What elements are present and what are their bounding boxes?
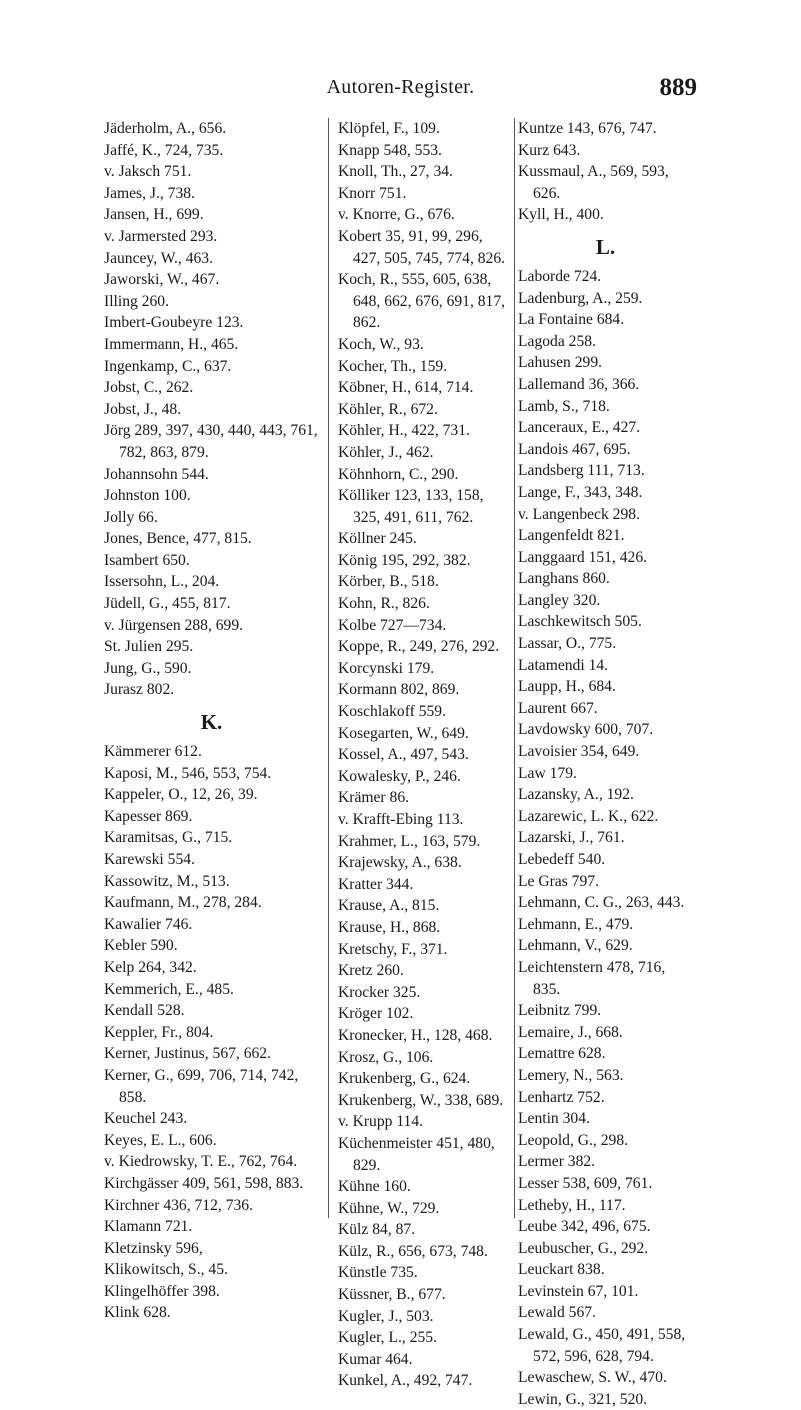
index-entry: Karamitsas, G., 715. [104,829,233,847]
index-entry: Langhans 860. [518,570,610,588]
index-entry: Knorr 751. [338,184,407,202]
index-entry: Külz 84, 87. [338,1221,416,1239]
index-entry: Küssner, B., 677. [338,1286,446,1304]
index-entry: Kunkel, A., 492, 747. [338,1372,473,1390]
index-entry: Lazarski, J., 761. [518,829,625,847]
page-header [0,74,801,104]
index-entry: Le Gras 797. [518,872,599,890]
index-entry: Kröger 102. [338,1005,414,1023]
index-entry: Kapesser 869. [104,807,193,825]
index-entry: Leopold, G., 298. [518,1131,629,1149]
index-entry: Krahmer, L., 163, 579. [338,832,481,850]
index-entry: Kossel, A., 497, 543. [338,746,469,764]
index-entry: Kyll, H., 400. [518,206,604,224]
index-entry: Krosz, G., 106. [338,1048,434,1066]
index-entry: Jäderholm, A., 656. [104,120,227,137]
index-entry: Law 179. [518,764,577,782]
index-entry: Issersohn, L., 204. [104,573,220,591]
index-entry: Kendall 528. [104,1002,185,1020]
index-entry: Krukenberg, W., 338, 689. [338,1091,504,1109]
index-entry: Köbner, H., 614, 714. [338,379,474,397]
index-entry: Johnston 100. [104,487,191,505]
index-entry: Lassar, O., 775. [518,635,617,653]
index-entry: Koch, R., 555, 605, 638, 648, 662, 676, 691, 817, 862. [338,271,506,332]
index-entry: Kretschy, F., 371. [338,940,448,958]
index-entry: Lanceraux, E., 427. [518,419,641,437]
index-entry: Köhler, J., 462. [338,443,434,461]
page-number: 889 [659,74,697,101]
index-entry: Köhler, H., 422, 731. [338,422,470,440]
index-entry: Lermer 382. [518,1153,596,1171]
index-entry: Krajewsky, A., 638. [338,854,462,872]
index-entry: Lewald 567. [518,1304,596,1322]
index-entry: Jüdell, G., 455, 817. [104,595,231,613]
index-entry: Jobst, J., 48. [104,400,182,418]
index-entry: v. Jaksch 751. [104,163,192,181]
index-entry: Lahusen 299. [518,354,603,372]
index-entry: Kirchner 436, 712, 736. [104,1196,253,1214]
index-entry: Knoll, Th., 27, 34. [338,163,453,181]
index-entry: Koschlakoff 559. [338,703,446,721]
index-entry: Ingenkamp, C., 637. [104,357,232,375]
index-entry: Lange, F., 343, 348. [518,483,643,501]
index-entry: Kobert 35, 91, 99, 296, 427, 505, 745, 774, 826. [338,227,506,267]
index-entry: Kolbe 727—734. [338,616,447,634]
index-entry: Johannsohn 544. [104,465,209,483]
index-entry: Lagoda 258. [518,332,596,350]
index-entry: Jones, Bence, 477, 815. [104,530,252,548]
index-entry: Koch, W., 93. [338,335,424,353]
index-entry: v. Krafft-Ebing 113. [338,811,464,828]
index-entry: Köllner 245. [338,530,417,548]
index-entry: Jörg 289, 397, 430, 440, 443, 761, 782, 863, 879. [104,422,318,461]
index-entry: Latamendi 14. [518,656,609,674]
index-entry: Kaufmann, M., 278, 284. [104,894,262,912]
index-entry: Krämer 86. [338,789,410,807]
section-letter-heading: K. [200,710,223,735]
index-entry: Keuchel 243. [104,1110,188,1128]
index-entry: Landsberg 111, 713. [518,462,645,480]
index-entry: Künstle 735. [338,1264,418,1282]
index-entry: Kebler 590. [104,937,178,955]
index-entry: Jansen, H., 699. [104,206,204,224]
index-entry: Lazarewic, L. K., 622. [518,807,659,825]
index-entry: Lehmann, E., 479. [518,915,634,933]
index-entry: Landois 467, 695. [518,440,631,458]
index-entry: Langenfeldt 821. [518,527,625,545]
index-entry: Klingelhöffer 398. [104,1282,220,1300]
index-entry: Kocher, Th., 159. [338,357,448,375]
index-entry: Kosegarten, W., 649. [338,724,469,742]
index-entry: Leube 342, 496, 675. [518,1218,651,1236]
index-entry: Laschkewitsch 505. [518,613,642,631]
index-column-2 [328,118,512,1390]
index-entry: Kirchgässer 409, 561, 598, 883. [104,1174,304,1192]
index-entry: v. Langenbeck 298. [518,505,640,523]
index-entry: Kugler, J., 503. [338,1307,434,1325]
index-entry: Langley 320. [518,591,601,609]
index-entry: v. Knorre, G., 676. [338,206,455,224]
index-entry: Levinstein 67, 101. [518,1282,639,1300]
index-entry: Kurz 643. [518,141,581,159]
index-entry: Karewski 554. [104,851,195,868]
index-entry: Kratter 344. [338,875,414,893]
index-entry: Köhnhorn, C., 290. [338,465,459,483]
index-entry: Lentin 304. [518,1110,590,1128]
index-entry: Koppe, R., 249, 276, 292. [338,638,500,656]
index-entry: Keyes, E. L., 606. [104,1131,217,1149]
index-entry: Kühne 160. [338,1178,411,1196]
index-entry: Lesser 538, 609, 761. [518,1174,653,1192]
index-entry: Lazansky, A., 192. [518,786,634,804]
index-entry: Korcynski 179. [338,659,435,677]
index-entry: Kölliker 123, 133, 158, 325, 491, 611, 762. [338,487,484,526]
index-entry: James, J., 738. [104,184,195,202]
index-entry: Jaffé, K., 724, 735. [104,141,224,159]
index-entry: Kappeler, O., 12, 26, 39. [104,786,258,804]
index-entry: Immermann, H., 465. [104,335,239,353]
index-entry: Lewaschew, S. W., 470. [518,1369,667,1387]
index-entry: Krocker 325. [338,983,421,1001]
index-entry: Keppler, Fr., 804. [104,1023,214,1041]
index-entry: Leuckart 838. [518,1261,605,1279]
index-entry: Kuntze 143, 676, 747. [518,120,657,137]
index-entry: Isambert 650. [104,551,190,569]
section-letter-heading: L. [595,234,616,259]
index-entry: Kowalesky, P., 246. [338,767,461,785]
index-entry: Jolly 66. [104,508,158,526]
index-entry: Kemmerich, E., 485. [104,980,234,998]
index-entry: Jobst, C., 262. [104,379,194,397]
index-entry: Klink 628. [104,1304,171,1322]
index-entry: Jaworski, W., 467. [104,271,220,289]
index-entry: Leibnitz 799. [518,1002,602,1020]
index-entry: Klikowitsch, S., 45. [104,1261,228,1279]
index-entry: Kaposi, M., 546, 553, 754. [104,764,272,782]
index-entry: Ladenburg, A., 259. [518,289,643,307]
index-entry: Kussmaul, A., 569, 593, 626. [518,163,669,202]
index-entry: Krukenberg, G., 624. [338,1070,471,1088]
index-entry: Laborde 724. [518,267,602,285]
index-entry: Imbert-Goubeyre 123. [104,314,244,332]
index-entry: Klamann 721. [104,1218,193,1236]
index-entry: Kretz 260. [338,962,404,980]
index-entry: Kohn, R., 826. [338,595,430,613]
index-entry: Körber, B., 518. [338,573,439,591]
index-entry: Kawalier 746. [104,915,193,933]
index-entry: Lemery, N., 563. [518,1066,624,1084]
index-entry: Lemattre 628. [518,1045,606,1063]
index-entry: Jurasz 802. [104,681,175,699]
index-entry: Kletzinsky 596, [104,1239,203,1257]
index-entry: Kassowitz, M., 513. [104,872,230,890]
index-entry: Illing 260. [104,292,169,310]
index-entry: Kerner, G., 699, 706, 714, 742, 858. [104,1066,299,1106]
index-entry: Lewald, G., 450, 491, 558, 572, 596, 628, 794. [518,1326,686,1365]
index-entry: Langgaard 151, 426. [518,548,648,566]
index-entry: Lavoisier 354, 649. [518,743,640,761]
index-entry: Laupp, H., 684. [518,678,616,696]
index-entry: Külz, R., 656, 673, 748. [338,1242,488,1260]
index-entry: Jung, G., 590. [104,659,192,677]
index-entry: Knapp 548, 553. [338,141,442,159]
index-entry: Laurent 667. [518,699,598,717]
index-entry: Köhler, R., 672. [338,400,438,418]
index-entry: Lebedeff 540. [518,851,606,868]
index-entry: v. Kiedrowsky, T. E., 762, 764. [104,1153,298,1171]
index-entry: Lenhartz 752. [518,1088,605,1106]
index-entry: Kormann 802, 869. [338,681,460,699]
index-entry: Lehmann, V., 629. [518,937,633,955]
index-column-3 [514,118,693,1408]
index-entry: v. Jarmersted 293. [104,227,218,245]
index-entry: Kumar 464. [338,1350,413,1368]
index-entry: St. Julien 295. [104,638,194,656]
index-entry: Lallemand 36, 366. [518,375,640,393]
index-entry: König 195, 292, 382. [338,551,471,569]
index-entry: Lewin, G., 321, 520. [518,1390,648,1408]
index-entry: Leichtenstern 478, 716, 835. [518,958,666,998]
index-entry: v. Jürgensen 288, 699. [104,616,244,634]
index-entry: Lamb, S., 718. [518,397,610,415]
index-entry: Leubuscher, G., 292. [518,1239,649,1257]
page-title: Autoren-Register. [326,76,475,98]
index-entry: Jauncey, W., 463. [104,249,213,267]
index-entry: Klöpfel, F., 109. [338,120,440,137]
index-entry: Krause, A., 815. [338,897,440,915]
index-entry: Kelp 264, 342. [104,958,197,976]
index-entry: Kronecker, H., 128, 468. [338,1026,493,1044]
index-entry: Lemaire, J., 668. [518,1023,623,1041]
index-column-1 [104,118,319,1322]
index-entry: Krause, H., 868. [338,918,441,936]
index-entry: v. Krupp 114. [338,1113,424,1131]
index-entry: Lehmann, C. G., 263, 443. [518,894,685,912]
index-entry: Küchenmeister 451, 480, 829. [338,1134,495,1174]
index-entry: La Fontaine 684. [518,311,625,329]
index-entry: Lavdowsky 600, 707. [518,721,654,739]
index-entry: Kühne, W., 729. [338,1199,440,1217]
index-entry: Letheby, H., 117. [518,1196,626,1214]
index-entry: Kerner, Justinus, 567, 662. [104,1045,271,1063]
index-entry: Kämmerer 612. [104,743,202,761]
index-entry: Kugler, L., 255. [338,1329,437,1347]
